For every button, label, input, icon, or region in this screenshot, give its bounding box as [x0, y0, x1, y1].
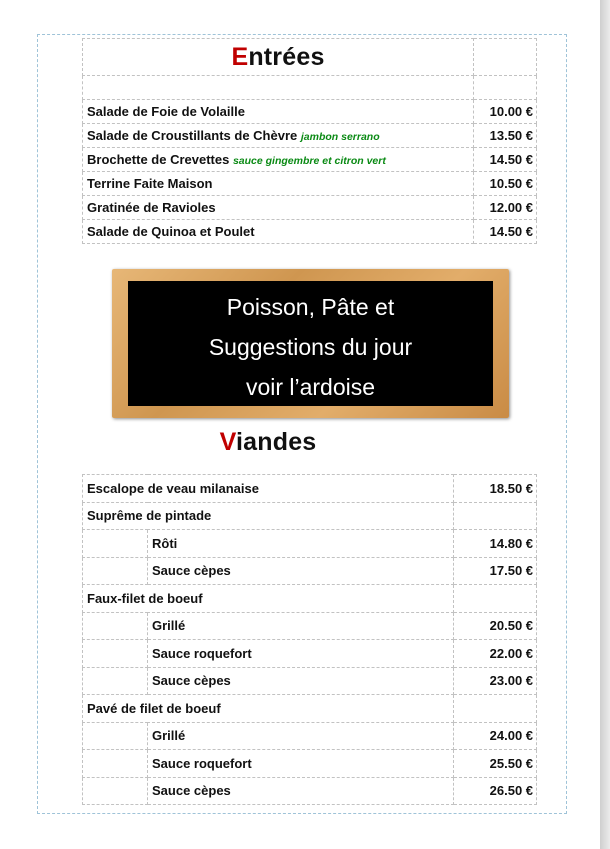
- table-row: [83, 530, 537, 558]
- table-row: [83, 557, 537, 585]
- empty-cell: [83, 750, 148, 778]
- empty-cell: [83, 530, 148, 558]
- dish-note: jambon serrano: [300, 131, 380, 143]
- table-row: [83, 148, 537, 172]
- viandes-title: Viandes: [219, 428, 317, 456]
- option-label: Sauce roquefort: [148, 750, 454, 778]
- option-label: Sauce cèpes: [148, 557, 454, 585]
- table-row: [83, 722, 537, 750]
- chalkboard-line: Suggestions du jour: [208, 334, 413, 360]
- dish-name: Brochette de Crevettes sauce gingembre et citron vert: [83, 148, 474, 172]
- table-row: [83, 695, 537, 723]
- chalkboard-line: voir l’ardoise: [245, 374, 376, 400]
- table-row: [83, 475, 537, 503]
- dish-name: Faux-filet de boeuf: [83, 585, 454, 613]
- page-shadow: [600, 0, 610, 849]
- dish-price: 23.00 €: [454, 667, 537, 695]
- option-label: Rôti: [148, 530, 454, 558]
- table-row: [83, 777, 537, 805]
- table-row: [83, 750, 537, 778]
- entrees-table: [82, 38, 537, 244]
- viandes-title-wrap: [82, 428, 454, 457]
- dish-price: 24.00 €: [454, 722, 537, 750]
- viandes-table: [82, 474, 537, 805]
- dish-price: 25.50 €: [454, 750, 537, 778]
- empty-cell: [83, 612, 148, 640]
- empty-cell: [83, 777, 148, 805]
- chalkboard: [128, 281, 493, 406]
- table-row: [83, 667, 537, 695]
- empty-cell: [454, 585, 537, 613]
- option-label: Grillé: [148, 612, 454, 640]
- dish-price: 18.50 €: [454, 475, 537, 503]
- table-row: [83, 612, 537, 640]
- option-label: Sauce roquefort: [148, 640, 454, 668]
- table-row: [83, 172, 537, 196]
- dish-price: 10.00 €: [474, 100, 537, 124]
- dish-name: Terrine Faite Maison: [83, 172, 474, 196]
- table-row: [83, 640, 537, 668]
- dish-name: Suprême de pintade: [83, 502, 454, 530]
- chalkboard-line: Poisson, Pâte et: [226, 294, 395, 320]
- dish-name: Gratinée de Ravioles: [83, 196, 474, 220]
- dish-price: 17.50 €: [454, 557, 537, 585]
- option-label: Sauce cèpes: [148, 777, 454, 805]
- empty-cell: [454, 695, 537, 723]
- empty-cell: [83, 722, 148, 750]
- table-row: [83, 124, 537, 148]
- option-label: Grillé: [148, 722, 454, 750]
- empty-cell: [83, 76, 474, 100]
- table-row: [83, 585, 537, 613]
- chalkboard-frame: [112, 269, 509, 418]
- table-row: [83, 502, 537, 530]
- empty-cell: [83, 640, 148, 668]
- dish-price: 26.50 €: [454, 777, 537, 805]
- dish-name: Escalope de veau milanaise: [83, 475, 454, 503]
- empty-cell: [83, 557, 148, 585]
- dish-name: Pavé de filet de boeuf: [83, 695, 454, 723]
- option-label: Sauce cèpes: [148, 667, 454, 695]
- entrees-title: Entrées: [231, 42, 325, 71]
- dish-price: 20.50 €: [454, 612, 537, 640]
- entrees-title-cell: [83, 39, 474, 76]
- table-row: [83, 196, 537, 220]
- table-row: [83, 100, 537, 124]
- dish-price: 14.80 €: [454, 530, 537, 558]
- dish-note: sauce gingembre et citron vert: [232, 155, 386, 167]
- dish-price: 13.50 €: [474, 124, 537, 148]
- dish-price: 22.00 €: [454, 640, 537, 668]
- dish-name: Salade de Quinoa et Poulet: [83, 220, 474, 244]
- dish-price: 14.50 €: [474, 220, 537, 244]
- dish-name: Salade de Croustillants de Chèvre jambon serrano: [83, 124, 474, 148]
- dish-price: 10.50 €: [474, 172, 537, 196]
- empty-cell: [454, 502, 537, 530]
- dish-name: Salade de Foie de Volaille: [83, 100, 474, 124]
- empty-cell: [83, 667, 148, 695]
- empty-cell: [474, 39, 537, 76]
- dish-price: 14.50 €: [474, 148, 537, 172]
- table-row: [83, 220, 537, 244]
- empty-cell: [474, 76, 537, 100]
- dish-price: 12.00 €: [474, 196, 537, 220]
